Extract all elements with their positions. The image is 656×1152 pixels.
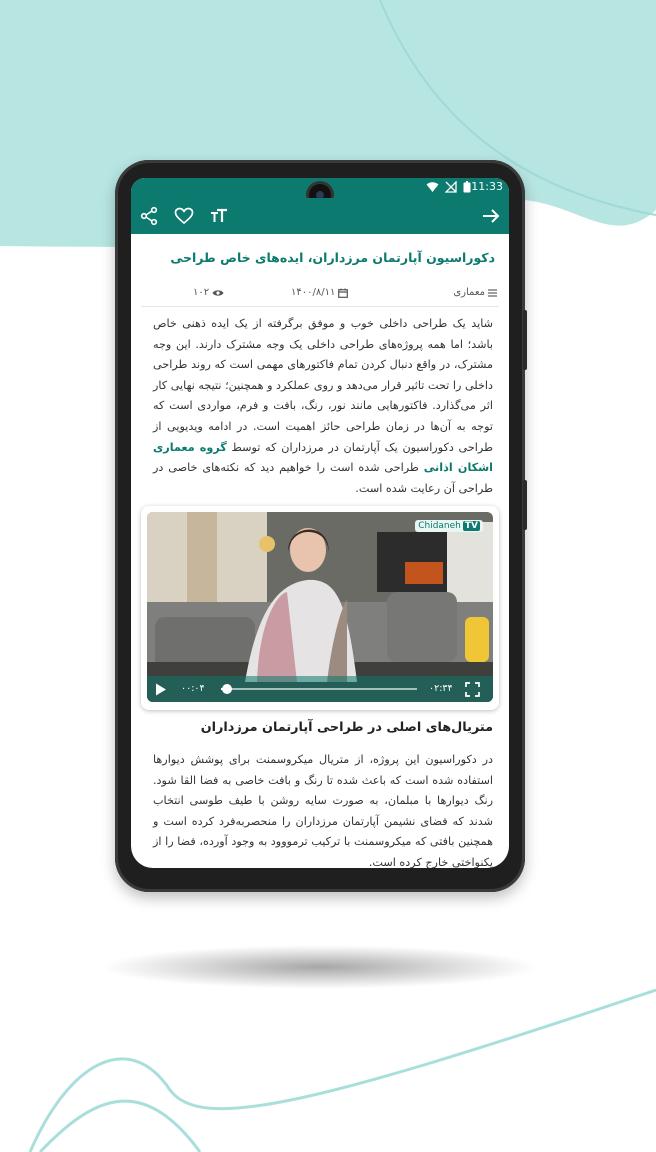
list-icon <box>488 289 497 297</box>
logo-badge: TV <box>464 521 478 531</box>
views-count: ۱۰۲ <box>193 287 210 298</box>
power-button <box>523 480 527 530</box>
app-toolbar <box>131 198 509 234</box>
video-duration: ۰۲:۳۴ <box>429 683 453 694</box>
video-thumbnail <box>147 512 493 702</box>
text-size-icon[interactable] <box>209 206 229 226</box>
logo-text: Chidaneh <box>418 521 461 531</box>
date-label: ۱۴۰۰/۸/۱۱ <box>291 287 336 298</box>
article-title: دکوراسیون آپارتمان مرزداران، ایده‌های خاص طراحی <box>170 250 495 265</box>
battery-icon <box>463 181 471 193</box>
section-paragraph: در دکوراسیون این پروژه، از متریال میکروسمنت برای پوشش دیوارها استفاده شده است که باعث شده تا رنگ و بافت خاصی به فضا القا شود. رنگ دیوارها با مبلمان، به صورت سایه روشن با طیف طوسی انتخاب شدند که فضای نشیمن آپارتمان مرزداران را منحصربه‌فرد کرده است و همچنین بافتی که میکروسمنت با ترکیب ترمووود به وجود آورده، فضا را از یکنواختی خارج کرده است. <box>153 753 493 868</box>
video-controls <box>147 676 493 702</box>
intro-text-end: طراحی شده است را خواهیم دید که نکته‌های خاصی در طراحی آن رعایت شده است. <box>153 461 493 495</box>
volume-button <box>523 310 527 370</box>
intro-text: شاید یک طراحی داخلی خوب و موفق برگرفته از یک ایده ذهنی خاص باشد؛ اما همه پروژه‌های طراحی داخلی یک وجه مشترک دارند. این وجه مشترک، در واقع دنبال کردن تمام فاکتورهای مهمی است که روند طراحی داخلی را تحت تاثیر قرار می‌دهد و روی عملکرد و همچنین؛ نتیجه نهایی کار اثر می‌گذارد. فاکتورهایی مانند نور، رنگ، بافت و فرم، مواردی است که توجه به آن‌ها در زمان طراحی حائز اهمیت است. در ادامه ویدیویی از طراحی دکوراسیون یک آپارتمان در مرزداران که توسط <box>153 317 493 454</box>
share-icon[interactable] <box>139 206 159 226</box>
seek-knob[interactable] <box>222 684 232 694</box>
article-views <box>193 287 224 298</box>
signal-icon <box>445 181 457 193</box>
phone-shadow <box>100 945 540 989</box>
intro-paragraph <box>153 314 493 499</box>
fullscreen-icon[interactable] <box>465 682 480 697</box>
arrow-right-icon[interactable] <box>481 206 501 226</box>
status-time: 11:33 <box>471 180 503 193</box>
calendar-icon <box>338 288 348 298</box>
article-date <box>291 287 348 298</box>
play-icon[interactable] <box>155 683 167 696</box>
video-player[interactable] <box>141 506 499 710</box>
eye-icon <box>212 289 224 297</box>
current-time: ۰۰:۰۴ <box>181 683 205 694</box>
studio-link[interactable]: گروه معماری اشکان اذانی <box>153 440 493 475</box>
article-category[interactable] <box>453 287 497 298</box>
wifi-icon <box>426 181 439 193</box>
article-content <box>131 234 509 868</box>
heart-icon[interactable] <box>174 206 194 226</box>
section-heading: متریال‌های اصلی در طراحی آپارتمان مرزداران <box>200 720 493 735</box>
video-frame[interactable] <box>147 512 493 702</box>
article-meta <box>141 284 499 307</box>
category-label: معماری <box>453 287 485 298</box>
channel-logo <box>415 520 483 532</box>
seek-bar[interactable] <box>221 688 417 690</box>
phone-screen <box>131 178 509 868</box>
